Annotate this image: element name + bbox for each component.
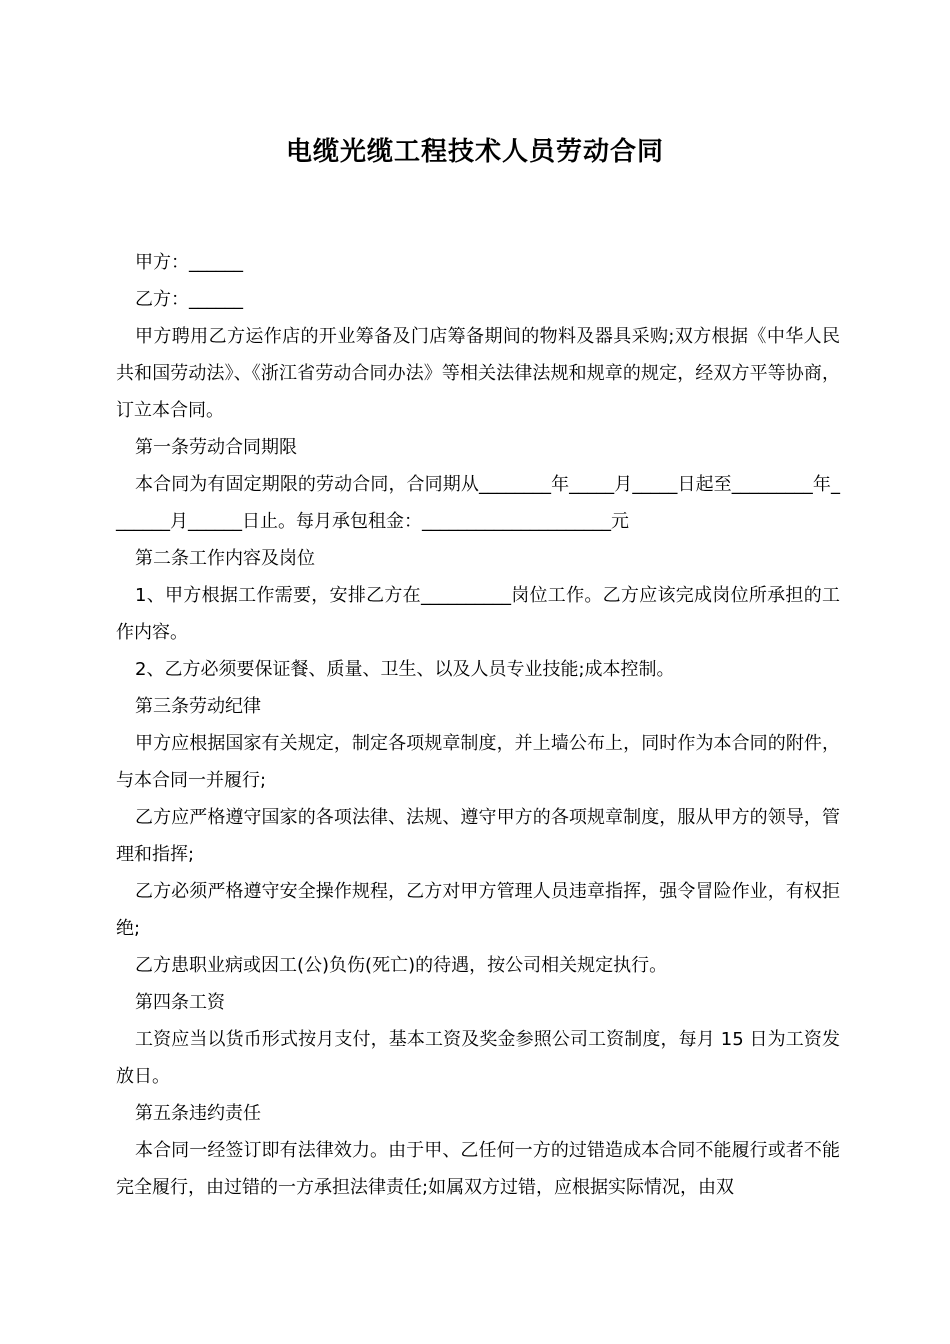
- article-4-heading: 第四条工资: [135, 992, 225, 1013]
- article-2-heading: 第二条工作内容及岗位: [135, 548, 315, 569]
- article-2-item-2: 2、乙方必须要保证餐、质量、卫生、以及人员专业技能;成本控制。: [135, 659, 675, 680]
- article-3-paragraph-3: 乙方必须严格遵守安全操作规程，乙方对甲方管理人员违章指挥，强令冒险作业，有权拒绝;: [116, 881, 840, 939]
- party-b-line: 乙方：______: [135, 289, 243, 310]
- preamble-paragraph: 甲方聘用乙方运作店的开业筹备及门店筹备期间的物料及器具采购;双方根据《中华人民共和国劳动法》、《浙江省劳动合同办法》等相关法律法规和规章的规定，经双方平等协商，订立本合同。: [116, 326, 840, 421]
- article-1-heading: 第一条劳动合同期限: [135, 437, 297, 458]
- article-3-heading: 第三条劳动纪律: [135, 696, 261, 717]
- document-body: [116, 244, 840, 1206]
- article-1-paragraph: 本合同为有固定期限的劳动合同，合同期从________年_____月_____日起至_________年_______月______日止。每月承包租金：_____________________元: [116, 474, 840, 532]
- document-title: 电缆光缆工程技术人员劳动合同: [285, 137, 664, 167]
- article-5-paragraph: 本合同一经签订即有法律效力。由于甲、乙任何一方的过错造成本合同不能履行或者不能完全履行，由过错的一方承担法律责任;如属双方过错，应根据实际情况，由双: [116, 1140, 840, 1198]
- article-5-heading: 第五条违约责任: [135, 1103, 261, 1124]
- article-3-paragraph-1: 甲方应根据国家有关规定，制定各项规章制度，并上墙公布上，同时作为本合同的附件，与本合同一并履行;: [116, 733, 840, 791]
- article-3-paragraph-2: 乙方应严格遵守国家的各项法律、法规、遵守甲方的各项规章制度，服从甲方的领导，管理和指挥;: [116, 807, 840, 865]
- party-a-line: 甲方：______: [135, 252, 243, 273]
- article-3-paragraph-4: 乙方患职业病或因工(公)负伤(死亡)的待遇，按公司相关规定执行。: [135, 955, 668, 976]
- article-4-paragraph: 工资应当以货币形式按月支付，基本工资及奖金参照公司工资制度，每月 15 日为工资发放日。: [116, 1029, 840, 1087]
- article-2-item-1: 1、甲方根据工作需要，安排乙方在__________岗位工作。乙方应该完成岗位所承担的工作内容。: [116, 585, 840, 643]
